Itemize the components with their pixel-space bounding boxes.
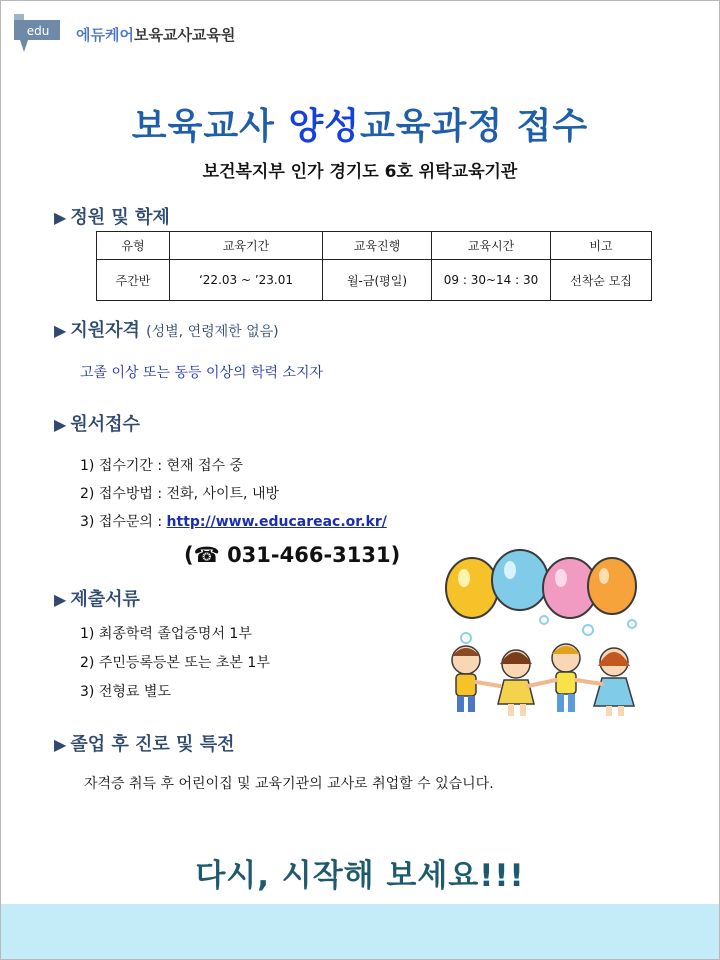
table-header: 비고 xyxy=(551,232,652,260)
section-quota xyxy=(54,203,170,229)
table-row xyxy=(97,260,652,301)
section-eligibility xyxy=(54,316,279,342)
application-item-method: 2) 접수방법 : 전화, 사이트, 내방 xyxy=(80,486,280,502)
schedule-table xyxy=(96,231,652,301)
balloon-orange xyxy=(588,558,636,614)
application-item-inquiry xyxy=(80,511,387,531)
page-subtitle: 보건복지부 인가 경기도 6호 위탁교육기관 xyxy=(202,162,518,182)
document-item-resident-register: 2) 주민등록등본 또는 초본 1부 xyxy=(80,655,270,671)
section-documents xyxy=(54,585,140,611)
child-figure xyxy=(452,646,480,712)
page-title xyxy=(0,98,720,149)
section-application xyxy=(54,410,140,436)
slogan: 다시, 시작해 보세요!!! xyxy=(195,858,525,894)
section-career-label: 졸업 후 진로 및 특전 xyxy=(70,734,235,755)
triangle-right-icon: ▶ xyxy=(54,735,67,754)
child-figure xyxy=(552,644,580,712)
career-text: 자격증 취득 후 어린이집 및 교육기관의 교사로 취업할 수 있습니다. xyxy=(84,776,494,792)
table-cell: 주간반 xyxy=(97,260,170,301)
table-cell: 09 : 30~14 : 30 xyxy=(432,260,551,301)
children-balloons-illustration xyxy=(436,548,648,720)
logo-brand-rest: 보육교사교육원 xyxy=(133,26,236,44)
table-cell: 월-금(평일) xyxy=(323,260,432,301)
section-career xyxy=(54,730,234,756)
table-cell: 선착순 모집 xyxy=(551,260,652,301)
application-item-period: 1) 접수기간 : 현재 접수 중 xyxy=(80,458,244,474)
document-item-diploma: 1) 최종학력 졸업증명서 1부 xyxy=(80,626,252,642)
logo-badge: edu xyxy=(26,24,50,38)
triangle-right-icon: ▶ xyxy=(54,590,67,609)
table-header: 교육진행 xyxy=(323,232,432,260)
balloon-blue xyxy=(492,550,548,610)
table-header: 유형 xyxy=(97,232,170,260)
edu-book-icon xyxy=(14,14,74,54)
triangle-right-icon: ▶ xyxy=(54,415,67,434)
section-quota-label: 정원 및 학제 xyxy=(70,207,170,228)
logo-brand-highlight: 에듀케어 xyxy=(76,26,134,44)
table-header-row xyxy=(97,232,652,260)
logo-text xyxy=(76,24,235,45)
eligibility-note: (성별, 연령제한 없음) xyxy=(146,324,279,340)
balloon-yellow xyxy=(446,558,498,618)
section-application-label: 원서접수 xyxy=(70,414,140,435)
table-header: 교육기간 xyxy=(170,232,323,260)
phone-number[interactable]: (☎ 031-466-3131) xyxy=(184,543,401,567)
child-figure xyxy=(498,650,534,716)
bottom-band xyxy=(1,904,719,959)
website-link[interactable]: http://www.educareac.or.kr/ xyxy=(166,514,387,530)
table-header: 교육시간 xyxy=(432,232,551,260)
section-eligibility-label: 지원자격 xyxy=(70,320,140,341)
inquiry-label: 3) 접수문의 : xyxy=(80,514,167,530)
triangle-right-icon: ▶ xyxy=(54,321,67,340)
section-documents-label: 제출서류 xyxy=(70,589,140,610)
title-part2: 교육과정 접수 xyxy=(360,106,589,147)
table-cell: ‘22.03 ~ ’23.01 xyxy=(170,260,323,301)
document-item-fee: 3) 전형료 별도 xyxy=(80,684,171,700)
eligibility-text: 고졸 이상 또는 동등 이상의 학력 소지자 xyxy=(80,365,324,381)
triangle-right-icon: ▶ xyxy=(54,208,67,227)
title-accent: 양성 xyxy=(288,106,360,147)
title-part1: 보육교사 xyxy=(131,106,289,147)
